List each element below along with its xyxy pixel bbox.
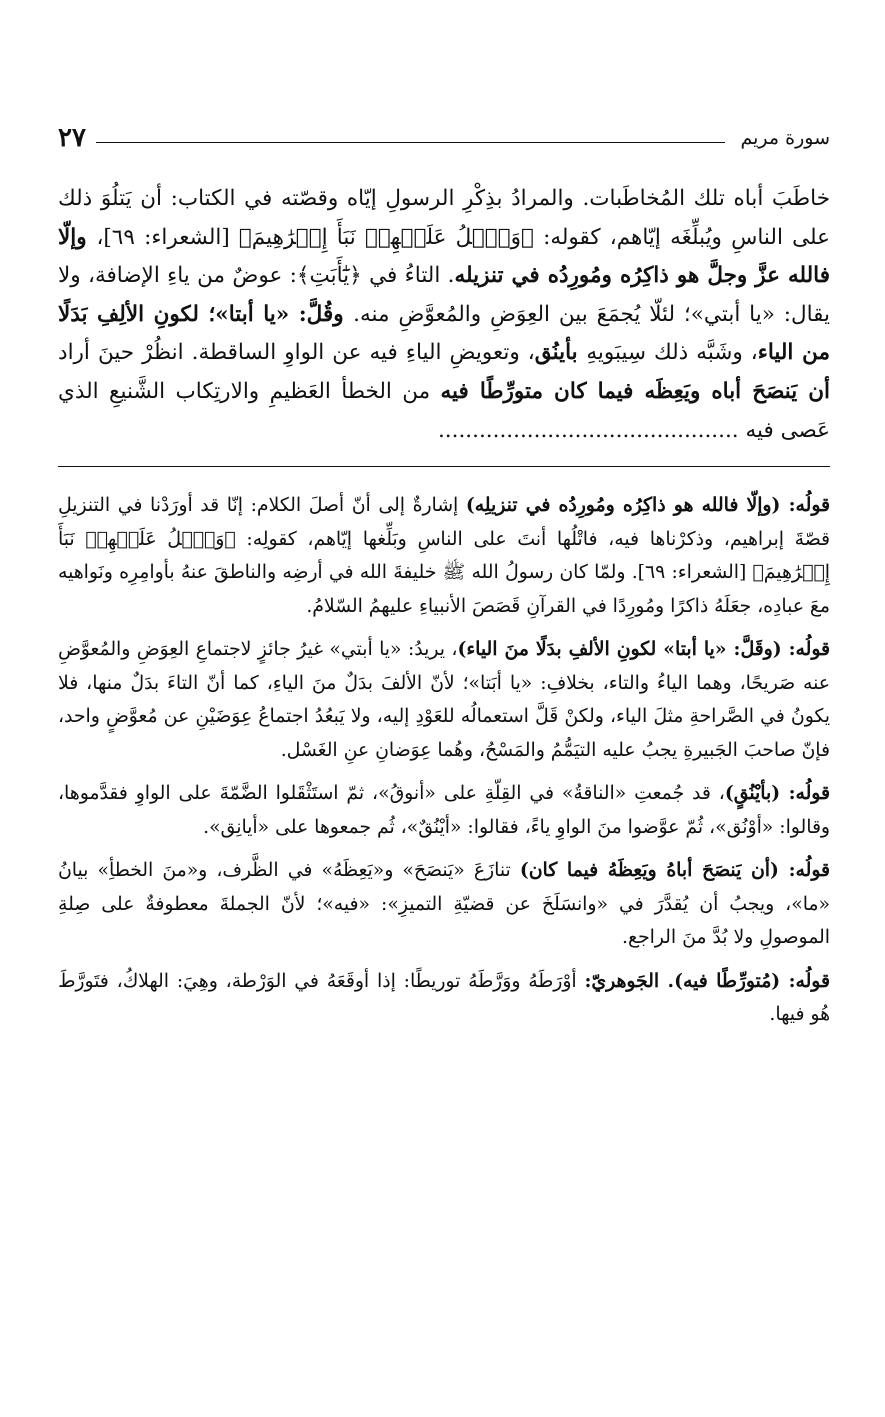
commentary-paragraph bbox=[58, 854, 830, 955]
commentary-paragraph bbox=[58, 633, 830, 767]
header-rule bbox=[96, 142, 725, 143]
main-text-bold: بأينُق bbox=[534, 340, 587, 366]
main-text-segment: خاطَبَ أباه تلك المُخاطَبات. والمرادُ بذِكْرِ الرسولِ إيّاه وقصّته في الكتاب: أن يَتلُوَ ذلك على الناسِ ويُبلِّغَه إيّاهم، كقوله: ﴿وَٱتۡلُ عَلَيۡهِمۡ نَبَأَ إِبۡرَٰهِيمَ﴾ [الشعراء: ٦٩]، bbox=[58, 186, 830, 250]
page-header bbox=[58, 118, 830, 158]
main-text-bold: أن يَنصَحَ أباه ويَعِظَه فيما كان متورِّطًا فيه bbox=[440, 378, 830, 404]
commentary-paragraph bbox=[58, 489, 830, 623]
commentary-text: ، يريدُ: «يا أبتي» غيرُ جائزٍ لاجتماعِ العِوَضِ والمُعوَّضِ عنه صَريحًا، وهما الياءُ والتاء، بخلافِ: «يا أبَتا»؛ لأنّ الألفَ بدَلٌ منَ الياءِ، كما أنّ التاءَ بدَلٌ منها، فلا يكونُ في الصَّراحةِ مثلَ الياء، ولكنْ قَلَّ استعمالُه للعَوْدِ إليه، ولا يَبعُدُ اجتماعُ عِوَضَيْنِ عن مُعوَّضٍ واحد، فإنّ صاحبَ الجَبيرةِ يجبُ عليه التيَمُّمُ والمَسْحُ، وهُما عِوَضانِ عنِ الغَسْل. bbox=[58, 639, 830, 761]
main-text bbox=[58, 180, 830, 450]
main-text-bold: وقُلَّ: «يا أبتا»؛ لكونِ الألِفِ بَدَلًا من الياء bbox=[58, 301, 830, 366]
page-number: ٢٧ bbox=[58, 123, 86, 153]
commentary-lemma: قولُه: (وقَلَّ: «يا أبتا» لكونِ الألفِ بدَلًا منَ الياء) bbox=[457, 638, 830, 661]
main-text-segment: ، وتعويضِ الياءِ فيه عن الواوِ الساقطة. انظُرْ حينَ أراد bbox=[58, 340, 535, 366]
commentary-paragraph bbox=[58, 777, 830, 844]
book-page bbox=[58, 118, 830, 1308]
commentary-lemma: قولُه: (أن يَنصَحَ أباهُ ويَعِظَهُ فيما كان) bbox=[519, 859, 830, 882]
commentary-text: أوْرَطَهُ ووَرَّطَهُ توريطًا: إذا أوقَعَهُ في الوَرْطة، وهِيَ: الهلاكُ، فتَورَّطَ هُو فيها. bbox=[58, 970, 830, 1026]
commentary-lemma: قولُه: (وإلّا فالله هو ذاكِرُه ومُورِدُه في تنزيلِه) bbox=[465, 494, 830, 517]
commentary-paragraph bbox=[58, 965, 830, 1032]
main-text-segment: ، وشَبَّه ذلك سِيبَويهِ bbox=[586, 340, 758, 366]
commentary bbox=[58, 489, 830, 1032]
commentary-lemma: قولُه: (مُتورِّطًا فيه). bbox=[667, 969, 830, 992]
commentary-text: ، قد جُمعتِ «الناقةُ» في القِلّةِ على «أنوقُ»، ثمّ استَثْقَلوا الضَّمّةَ على الواوِ فقدَّموها، وقالوا: «أوْنُق»، ثُمّ عوَّضوا منَ الواوِ ياءً، فقالوا: «أيْنُقٌ»، ثُم جمعوها على «أيانِق». bbox=[58, 783, 830, 838]
commentary-text: تنازَعَ «يَنصَحَ» و«يَعِظَهُ» في الظَّرف، و«منَ الخطأِ» بيانُ «ما»، ويجبُ أن يُقدَّرَ في «وانسَلَخَ عن قضيّةِ التميزِ»: «فيه»؛ لأنّ الجملةَ معطوفةٌ على صِلةِ الموصولِ ولا بُدَّ منَ الراجع. bbox=[58, 860, 830, 949]
main-text-bold: وإلّا فالله عزَّ وجلَّ هو ذاكِرُه ومُورِدُه في تنزيله bbox=[58, 224, 831, 289]
main-text-segment: . التاءُ في ﴿يَٰٓأَبَتِ﴾: عوضٌ من ياءِ الإضافة، ولا يقال: «يا أبتي»؛ لئلّا يُجمَعَ بين العِوَضِ والمُعوَّضِ منه. bbox=[58, 263, 830, 327]
commentary-text: إشارةٌ إلى أنّ أصلَ الكلام: إنّا قد أورَدْنا في التنزيلِ قصّةَ إبراهيم، وذكرْناها فيه، فاتْلُها أنتَ على الناسِ وبَلِّغها إيّاهم، كقولِه: ﴿وَٱتۡلُ عَلَيۡهِمۡ نَبَأَ إِبۡرَٰهِيمَ﴾ [الشعراء: ٦٩]. ولمّا كان رسولُ الله ﷺ خليفةَ الله في أرضِه والناطقَ عنهُ بأوامِرِه ونَواهيه معَ عبادِه، جعَلَهُ ذاكرًا ومُورِدًا في القرآنِ قَصَصَ الأنبياءِ عليهمُ السّلامُ. bbox=[58, 495, 830, 617]
commentary-lemma: قولُه: (بأيْنُقٍ) bbox=[724, 782, 830, 805]
commentary-source: الجَوهريّ: bbox=[584, 969, 668, 992]
commentary-divider bbox=[58, 466, 830, 467]
running-title: سورة مريم bbox=[740, 127, 830, 149]
main-text-segment: من الخطأ العَظيمِ والارتِكاب الشَّنيعِ الذي عَصى فيه ............................................ bbox=[58, 378, 830, 443]
